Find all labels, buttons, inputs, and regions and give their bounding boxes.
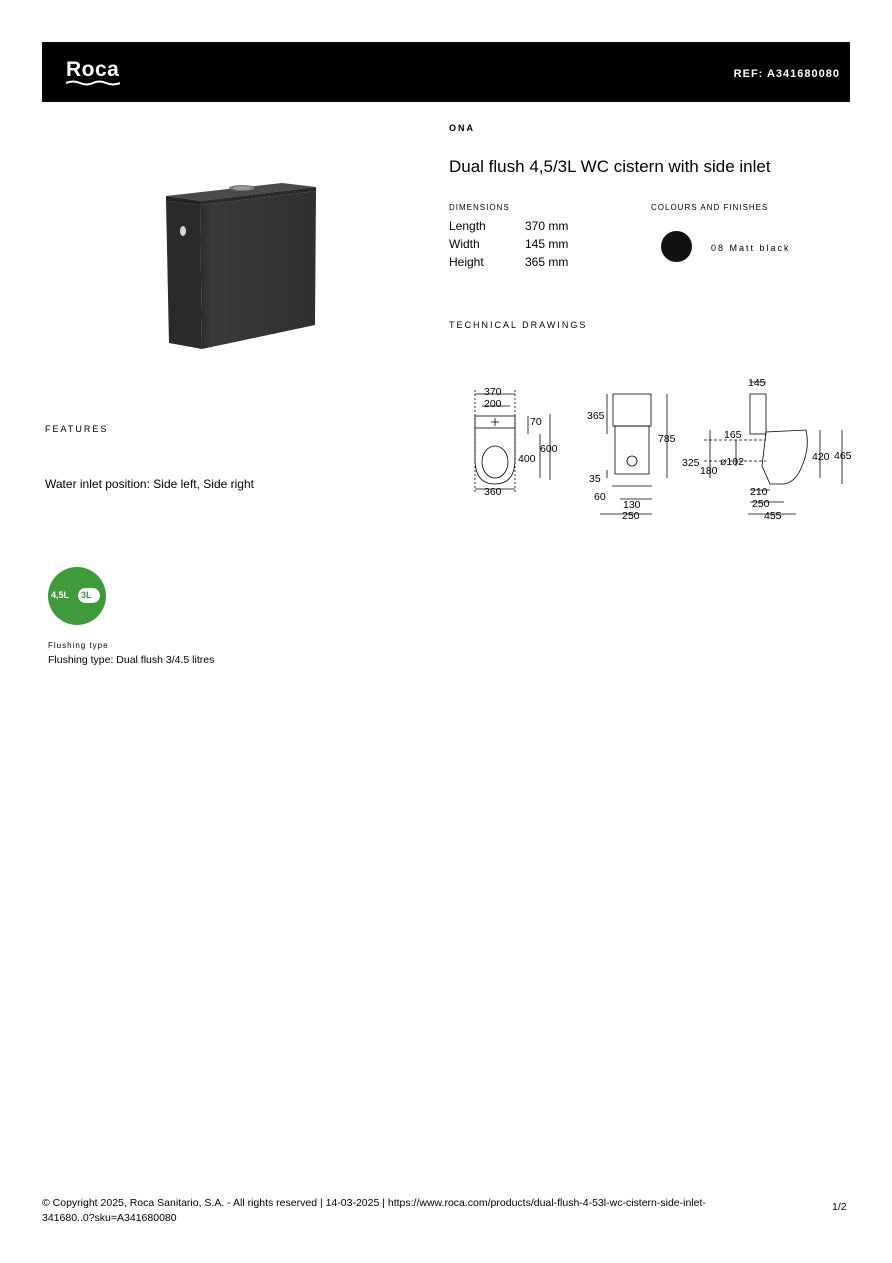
dim-360: 360 — [484, 486, 502, 498]
dim-325: 325 — [682, 457, 700, 469]
dim-70: 70 — [530, 416, 542, 428]
dim-365: 365 — [587, 410, 605, 422]
flush-volume-small: 3L — [81, 590, 92, 600]
dimensions-heading: DIMENSIONS — [449, 203, 510, 212]
dim-455: 455 — [764, 510, 782, 522]
dim-400: 400 — [518, 453, 536, 465]
dim-200: 200 — [484, 398, 502, 410]
dimension-label: Height — [449, 255, 484, 269]
dim-250: 250 — [622, 510, 640, 522]
technical-drawings — [470, 374, 860, 524]
dim-35: 35 — [589, 473, 601, 485]
dimension-value: 145 mm — [525, 237, 569, 251]
dim-465: 465 — [834, 450, 852, 462]
footer-copyright — [42, 1196, 732, 1226]
technical-drawings-heading: TECHNICAL DRAWINGS — [449, 320, 588, 330]
logo-wave-icon — [66, 80, 120, 86]
features-heading: FEATURES — [45, 424, 109, 434]
dimension-value: 370 mm — [525, 219, 569, 233]
dim-600: 600 — [540, 443, 558, 455]
dim-60: 60 — [594, 491, 606, 503]
flush-volume-large: 4,5L — [51, 590, 70, 600]
dim-165: 165 — [724, 429, 742, 441]
footer-line-2[interactable]: 341680..0?sku=A341680080 — [42, 1212, 177, 1224]
feature-water-inlet: Water inlet position: Side left, Side right — [45, 477, 254, 491]
dim-180: 180 — [700, 465, 718, 477]
page-number: 1/2 — [832, 1201, 847, 1213]
flushing-type-text: Flushing type: Dual flush 3/4.5 litres — [48, 654, 215, 666]
dimension-value: 365 mm — [525, 255, 569, 269]
dim-102: ø102 — [720, 456, 744, 468]
cistern-product-image — [150, 175, 330, 355]
colours-heading: COLOURS AND FINISHES — [651, 203, 769, 212]
dimension-row-width — [449, 237, 568, 251]
colour-swatch-matt-black[interactable] — [661, 231, 692, 262]
dimension-label: Length — [449, 219, 486, 233]
brand-name: ONA — [449, 123, 475, 133]
footer-line-1[interactable]: © Copyright 2025, Roca Sanitario, S.A. - All rights reserved | 14-03-2025 | https://www.roca.com/products/dual-flush-4-53l-wc-cistern-side-inlet- — [42, 1197, 706, 1209]
header-bar — [42, 42, 850, 102]
dim-420: 420 — [812, 451, 830, 463]
colour-label: 08 Matt black — [711, 243, 791, 253]
dim-250-side: 250 — [752, 498, 770, 510]
roca-logo[interactable]: Roca — [66, 58, 120, 81]
dimension-label: Width — [449, 237, 480, 251]
dim-145: 145 — [748, 377, 766, 389]
dim-210: 210 — [750, 486, 768, 498]
dimension-row-height — [449, 255, 568, 269]
dim-130: 130 — [623, 499, 641, 511]
flushing-type-heading: Flushing type — [48, 641, 109, 650]
dim-370: 370 — [484, 386, 502, 398]
dual-flush-icon — [48, 567, 106, 625]
product-reference: REF: A341680080 — [733, 68, 840, 80]
product-title: Dual flush 4,5/3L WC cistern with side inlet — [449, 157, 771, 176]
dimension-row-length — [449, 219, 568, 233]
dim-785: 785 — [658, 433, 676, 445]
